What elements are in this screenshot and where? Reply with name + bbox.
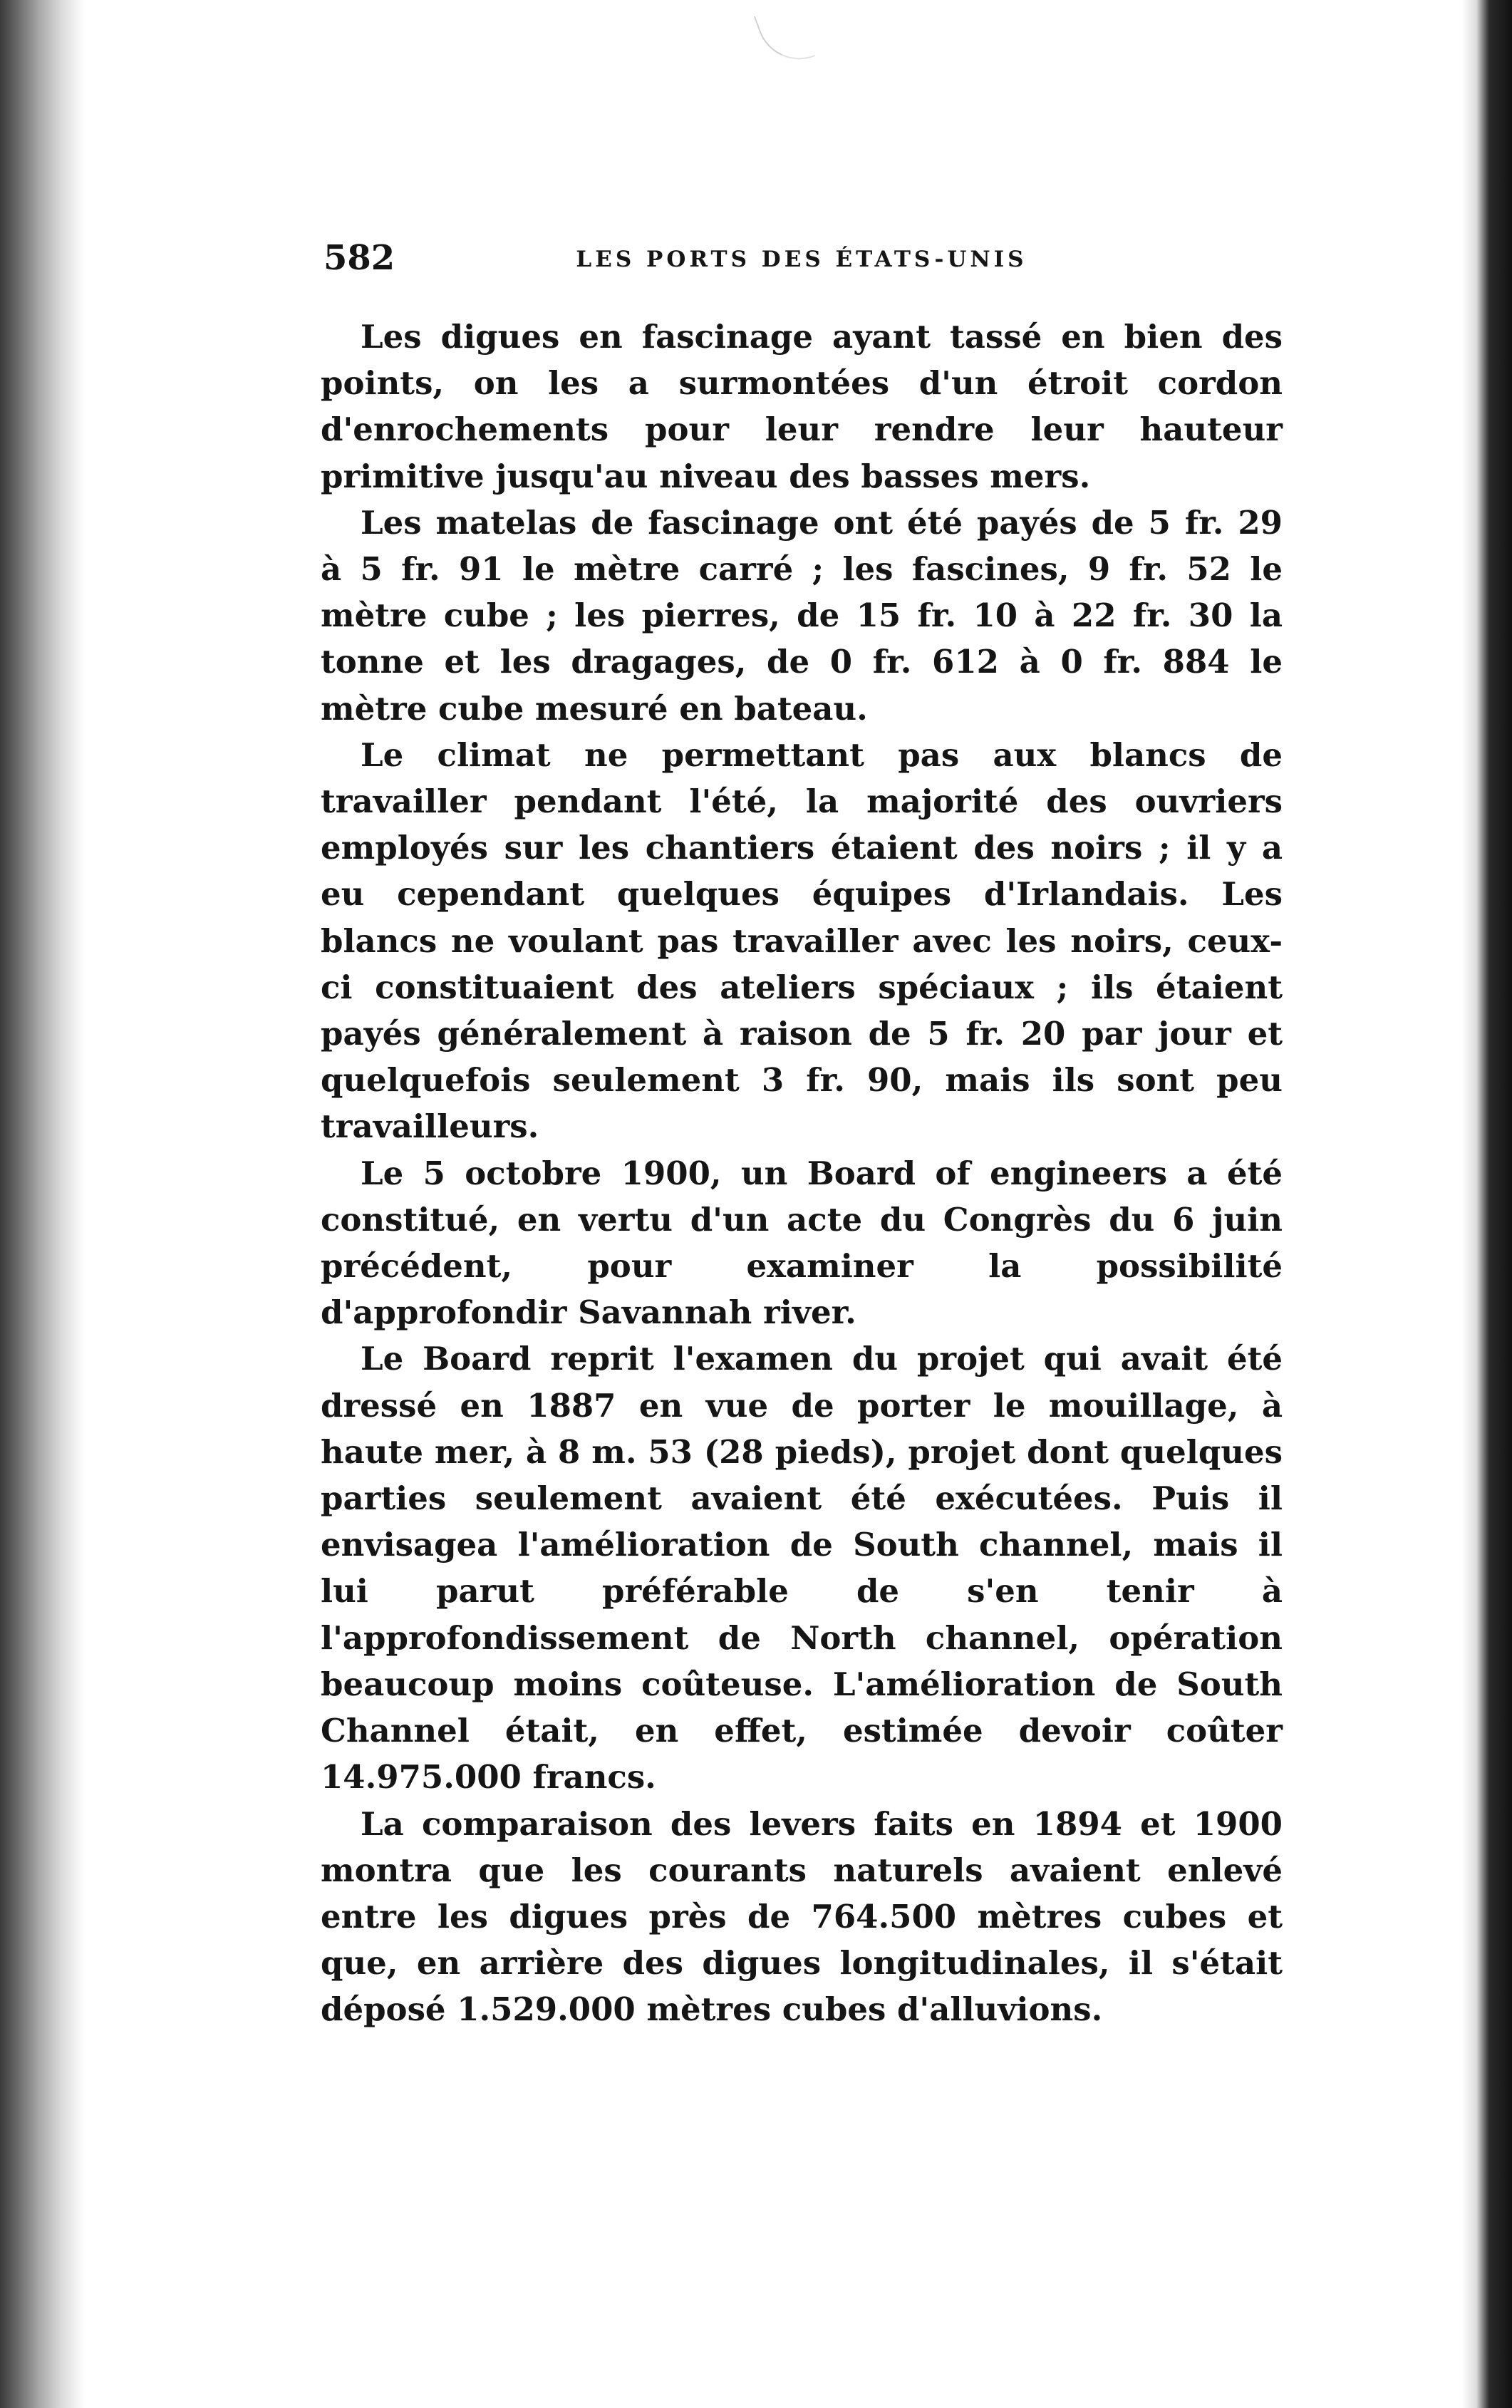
page-body bbox=[321, 314, 1283, 2033]
page-number: 582 bbox=[323, 238, 395, 278]
scan-right-edge bbox=[1462, 0, 1512, 2408]
paragraph-3: Le climat ne permettant pas aux blancs de travailler pendant l'été, la majorité des ouvriers employés sur les chantiers étaient des noirs ; il y a eu cependant quelques équipes d'Irlandais. Les blancs ne voulant pas travailler avec les noirs, ceux-ci constituaient des ateliers spéciaux ; ils étaient payés généralement à raison de 5 fr. 20 par jour et quelquefois seulement 3 fr. 90, mais ils sont peu travailleurs. bbox=[321, 735, 1283, 1146]
paragraph-6: La comparaison des levers faits en 1894 et 1900 montra que les courants naturels avaient enlevé entre les digues près de 764.500 mètres cubes et que, en arrière des digues longitudinales, il s'était déposé 1.529.000 mètres cubes d'alluvions. bbox=[321, 1804, 1283, 2029]
scan-left-edge bbox=[0, 0, 86, 2408]
running-title: LES PORTS DES ÉTATS-UNIS bbox=[576, 247, 1027, 272]
paragraph-4: Le 5 octobre 1900, un Board of engineers a été constitué, en vertu d'un acte du Congrès du 6 juin précédent, pour examiner la possibilité d'approfondir Savannah river. bbox=[321, 1154, 1283, 1332]
paragraph-1: Les digues en fascinage ayant tassé en bien des points, on les a surmontées d'un étroit cordon d'enrochements pour leur rendre leur hauteur primitive jusqu'au niveau des basses mers. bbox=[321, 318, 1283, 495]
paragraph-2: Les matelas de fascinage ont été payés de 5 fr. 29 à 5 fr. 91 le mètre carré ; les fascines, 9 fr. 52 le mètre cube ; les pierres, de 15 fr. 10 à 22 fr. 30 la tonne et les dragages, de 0 fr. 612 à 0 fr. 884 le mètre cube mesuré en bateau. bbox=[321, 503, 1283, 728]
paragraph-5: Le Board reprit l'examen du projet qui avait été dressé en 1887 en vue de porter le mouillage, à haute mer, à 8 m. 53 (28 pieds), projet dont quelques parties seulement avaient été exécutées. Puis il envisagea l'amélioration de South channel, mais il lui parut préférable de s'en tenir à l'approfondissement de North channel, opération beaucoup moins coûteuse. L'amélioration de South Channel était, en effet, estimée devoir coûter 14.975.000 francs. bbox=[321, 1340, 1283, 1797]
book-page bbox=[314, 0, 1290, 2408]
running-header bbox=[314, 237, 1290, 279]
